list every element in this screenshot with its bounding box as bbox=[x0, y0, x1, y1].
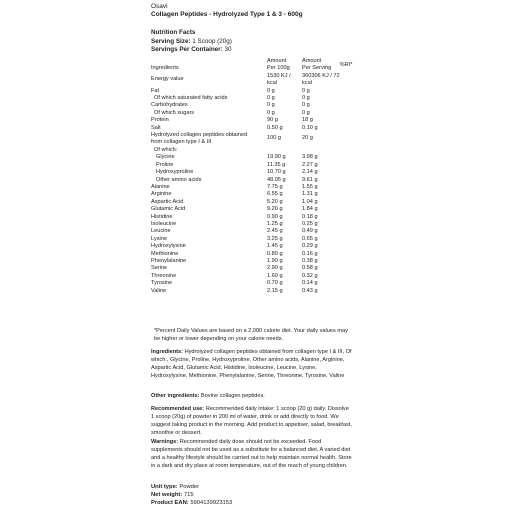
amount-per-100g: 0 g bbox=[267, 87, 275, 94]
servings-value: 30 bbox=[224, 46, 232, 53]
amount-per-100g: 1.90 g bbox=[267, 257, 283, 264]
header-ri: %RI* bbox=[339, 62, 353, 68]
ri-cell bbox=[340, 265, 360, 272]
amount-per-serving: 0.43 g bbox=[302, 287, 318, 294]
amount-per-100g: 2.15 g bbox=[267, 287, 283, 294]
ri-cell bbox=[340, 184, 360, 191]
table-row bbox=[151, 251, 360, 258]
ri-cell bbox=[340, 228, 360, 235]
amount-per-100g: 10.70 g bbox=[267, 169, 286, 176]
ri-cell bbox=[340, 273, 360, 280]
amount-per-serving: 0.58 g bbox=[302, 265, 318, 272]
table-row bbox=[151, 214, 360, 221]
amount-per-100g: 1.25 g bbox=[267, 220, 283, 227]
amount-per-serving: 0.25 g bbox=[302, 220, 318, 227]
table-row bbox=[151, 199, 360, 206]
unit-type-value: Powder bbox=[179, 484, 200, 490]
nutrient-name: Arginine bbox=[151, 191, 172, 198]
ri-cell bbox=[340, 110, 360, 117]
ri-cell bbox=[340, 236, 360, 243]
nutrient-name: Aspartic Acid bbox=[151, 198, 184, 205]
nutrient-name: Valine bbox=[151, 287, 167, 294]
table-row bbox=[151, 243, 360, 250]
net-weight-value: 715 bbox=[183, 492, 194, 498]
amount-per-serving: 1.55 g bbox=[302, 183, 318, 190]
ingredients-paragraph bbox=[151, 348, 353, 380]
servings-label: Servings Per Container: bbox=[151, 46, 223, 53]
table-row bbox=[151, 273, 360, 280]
warnings-label: Warnings: bbox=[151, 439, 179, 445]
ri-cell bbox=[340, 191, 360, 198]
table-row bbox=[151, 177, 360, 184]
amount-per-serving: 0.14 g bbox=[302, 280, 318, 287]
table-row bbox=[151, 280, 360, 287]
amount-per-100g: 2.45 g bbox=[267, 228, 283, 235]
table-row bbox=[151, 265, 360, 272]
table-row bbox=[151, 191, 360, 198]
amount-per-serving: 0 g bbox=[302, 87, 310, 94]
other-ingredients-label: Other ingredients: bbox=[151, 393, 200, 399]
table-row bbox=[151, 258, 360, 265]
energy-per-serving: 360306 KJ / 72 kcal bbox=[302, 72, 340, 87]
amount-per-serving: 1.84 g bbox=[302, 206, 318, 213]
warnings-text: Recommended daily dose should not be exceeded. Food supplements should not be used as a substitute for a balanced diet. A varied diet and a healthy lifestyle should be carried out to help maintain normal health. Store in a dark and dry place at room temperature, out of the reach of young children. bbox=[151, 439, 352, 469]
table-row bbox=[151, 110, 360, 117]
nutrient-name: Of which saturated fatty acids bbox=[154, 95, 228, 102]
amount-per-100g: 6.55 g bbox=[267, 191, 283, 198]
amount-per-serving: 0 g bbox=[302, 95, 310, 102]
table-row bbox=[151, 288, 360, 295]
ri-cell bbox=[340, 169, 360, 176]
amount-per-serving: 1.04 g bbox=[302, 198, 318, 205]
amount-per-serving: 0.32 g bbox=[302, 272, 318, 279]
table-row bbox=[151, 184, 360, 191]
ri-cell bbox=[340, 102, 360, 109]
amount-per-100g: 0.50 g bbox=[267, 124, 283, 131]
amount-per-serving: 18 g bbox=[302, 117, 313, 124]
recommended-use-text: Recommended daily intake: 1 scoop (20 g) daily. Dissolve 1 scoop (20g) of powder in 200 ml of water, drink or add directly to food. We suggest taking product in the morning. Add product to appetiser, salad, breakfast, smoothie or dessert. bbox=[151, 406, 352, 436]
table-row-collagen bbox=[151, 132, 360, 147]
ri-cell bbox=[340, 258, 360, 265]
ri-cell bbox=[340, 154, 360, 161]
ingredients-text: Hydrolyzed collagen peptides obtained from collagen type I & III, Of which:, Glycine, Proline, Hydroxyproline, Other amino acids, Alanine, Arginine, Aspartic Acid, Glutamic Acid, Histidine, Isoleucine, Leucine, Lysine, Hydroxylysine, Methionine, Phenylalanine, Serine, Threonine, Tyrosine, Valine bbox=[151, 349, 352, 379]
warnings-paragraph bbox=[151, 438, 353, 470]
net-weight bbox=[151, 492, 194, 498]
table-row-energy bbox=[151, 73, 360, 88]
amount-per-serving: 0.18 g bbox=[302, 213, 318, 220]
unit-type-label: Unit type: bbox=[151, 484, 178, 490]
amount-per-serving: 0.29 g bbox=[302, 243, 318, 250]
nutrition-table bbox=[151, 58, 360, 295]
of-which-label: Of which: bbox=[154, 146, 178, 153]
amount-per-100g: 0 g bbox=[267, 95, 275, 102]
nutrient-name: Histidine bbox=[151, 213, 173, 220]
nutrient-name: Of which sugars bbox=[154, 109, 195, 116]
ri-cell bbox=[340, 95, 360, 102]
amount-per-100g: 48.05 g bbox=[267, 176, 286, 183]
ri-cell bbox=[340, 221, 360, 228]
nutrient-name: Hydroxyproline bbox=[156, 169, 194, 176]
table-row bbox=[151, 169, 360, 176]
amount-per-100g: 0 g bbox=[267, 109, 275, 116]
recommended-use-paragraph bbox=[151, 405, 353, 437]
table-row bbox=[151, 162, 360, 169]
nutrient-name: Isoleucine bbox=[151, 220, 177, 227]
nutrient-name: Salt bbox=[151, 124, 161, 131]
ri-cell bbox=[340, 199, 360, 206]
nutrient-name: Lysine bbox=[151, 235, 167, 242]
amount-per-100g: 0 g bbox=[267, 102, 275, 109]
table-row bbox=[151, 154, 360, 161]
collagen-per-100g: 100 g bbox=[267, 135, 281, 142]
table-row bbox=[151, 206, 360, 213]
amino-acid-rows bbox=[151, 154, 360, 295]
nutrient-name: Proline bbox=[156, 161, 174, 168]
unit-type bbox=[151, 484, 199, 490]
nutrient-name: Phenylalanine bbox=[151, 257, 187, 264]
table-row bbox=[151, 221, 360, 228]
nutrient-name: Other amino acids bbox=[156, 176, 202, 183]
amount-per-100g: 0.70 g bbox=[267, 280, 283, 287]
nutrient-name: Tyrosine bbox=[151, 280, 173, 287]
amount-per-100g: 11.35 g bbox=[267, 161, 286, 168]
ri-cell bbox=[340, 288, 360, 295]
header-per-100g: Amount Per 100g bbox=[267, 58, 290, 72]
nutrient-name: Glycine bbox=[156, 154, 175, 161]
amount-per-serving: 2.27 g bbox=[302, 161, 318, 168]
amount-per-100g: 3.25 g bbox=[267, 235, 283, 242]
table-header-row bbox=[151, 58, 360, 73]
nutrient-name: Fat bbox=[151, 87, 160, 94]
ri-cell bbox=[340, 251, 360, 258]
energy-label: Energy value bbox=[151, 75, 184, 82]
amount-per-100g: 5.20 g bbox=[267, 198, 283, 205]
daily-values-footnote: *Percent Daily Values are based on a 2,000 calorie diet. Your daily values may be higher or lower depending on your calorie needs. bbox=[154, 328, 348, 342]
table-row bbox=[151, 117, 360, 124]
collagen-section bbox=[151, 132, 360, 154]
table-row bbox=[151, 228, 360, 235]
amount-per-100g: 0.90 g bbox=[267, 213, 283, 220]
ri-cell bbox=[340, 177, 360, 184]
nutrient-name: Leucine bbox=[151, 228, 171, 235]
recommended-use-label: Recommended use: bbox=[151, 406, 205, 412]
amount-per-serving: 0.38 g bbox=[302, 257, 318, 264]
table-row bbox=[151, 236, 360, 243]
ri-cell bbox=[340, 280, 360, 287]
amount-per-serving: 3.98 g bbox=[302, 154, 318, 161]
ri-cell bbox=[340, 88, 360, 95]
amount-per-100g: 2.90 g bbox=[267, 265, 283, 272]
amount-per-serving: 0.65 g bbox=[302, 235, 318, 242]
collagen-per-serving: 20 g bbox=[302, 135, 313, 142]
amount-per-serving: 0.10 g bbox=[302, 124, 318, 131]
table-row bbox=[151, 125, 360, 132]
brand-name: Osavi bbox=[151, 3, 168, 10]
serving-size-value: 1 Scoop (20g) bbox=[192, 38, 232, 45]
ean-label: Product EAN: bbox=[151, 500, 189, 506]
other-ingredients-paragraph bbox=[151, 392, 353, 400]
amount-per-100g: 7.75 g bbox=[267, 183, 283, 190]
amount-per-serving: 0.16 g bbox=[302, 250, 318, 257]
amount-per-serving: 0.49 g bbox=[302, 228, 318, 235]
nutrient-name: Protein bbox=[151, 117, 169, 124]
ri-cell bbox=[340, 125, 360, 132]
nutrient-name: Serine bbox=[151, 265, 168, 272]
nutrient-rows bbox=[151, 88, 360, 132]
ean-value: 5904139923153 bbox=[190, 500, 233, 506]
nutrient-name: Methionine bbox=[151, 250, 179, 257]
product-ean bbox=[151, 500, 232, 506]
header-ingredients: Ingredients bbox=[151, 65, 179, 72]
ri-cell bbox=[340, 162, 360, 169]
amount-per-serving: 0 g bbox=[302, 109, 310, 116]
amount-per-100g: 0.80 g bbox=[267, 250, 283, 257]
nutrient-name: Threonine bbox=[151, 272, 177, 279]
amount-per-serving: 9.61 g bbox=[302, 176, 318, 183]
amount-per-serving: 2.14 g bbox=[302, 169, 318, 176]
ri-cell bbox=[340, 206, 360, 213]
nutrient-name: Carbohydrates bbox=[151, 102, 188, 109]
servings-per-container bbox=[151, 46, 232, 53]
amount-per-100g: 19.90 g bbox=[267, 154, 286, 161]
nutrient-name: Alanine bbox=[151, 183, 170, 190]
nutrient-name: Hydroxylysine bbox=[151, 243, 186, 250]
amount-per-100g: 1.45 g bbox=[267, 243, 283, 250]
collagen-label: Hydrolyzed collagen peptides obtained from collagen type I & III bbox=[151, 132, 248, 146]
ingredients-label: Ingredients: bbox=[151, 349, 184, 355]
amount-per-serving: 0 g bbox=[302, 102, 310, 109]
table-row-of-which bbox=[151, 147, 360, 154]
amount-per-100g: 9.20 g bbox=[267, 206, 283, 213]
header-per-serving: Amount Per Serving bbox=[302, 58, 332, 72]
nutrition-facts-heading: Nutrition Facts bbox=[151, 29, 196, 36]
table-row bbox=[151, 88, 360, 95]
amount-per-serving: 1.31 g bbox=[302, 191, 318, 198]
net-weight-label: Net weight: bbox=[151, 492, 183, 498]
amount-per-100g: 1.60 g bbox=[267, 272, 283, 279]
other-ingredients-text: Bovine collagen peptides. bbox=[201, 393, 265, 399]
product-title: Collagen Peptides - Hydrolyzed Type 1 & 3 - 600g bbox=[151, 11, 303, 18]
amount-per-100g: 90 g bbox=[267, 117, 278, 124]
energy-per-100g: 1530 KJ / kcal bbox=[267, 72, 291, 87]
table-row bbox=[151, 95, 360, 102]
table-row bbox=[151, 102, 360, 109]
serving-size-label: Serving Size: bbox=[151, 38, 191, 45]
ri-cell bbox=[340, 117, 360, 124]
ri-cell bbox=[340, 214, 360, 221]
nutrient-name: Glutamic Acid bbox=[151, 206, 186, 213]
serving-size bbox=[151, 38, 232, 45]
ri-cell bbox=[340, 243, 360, 250]
